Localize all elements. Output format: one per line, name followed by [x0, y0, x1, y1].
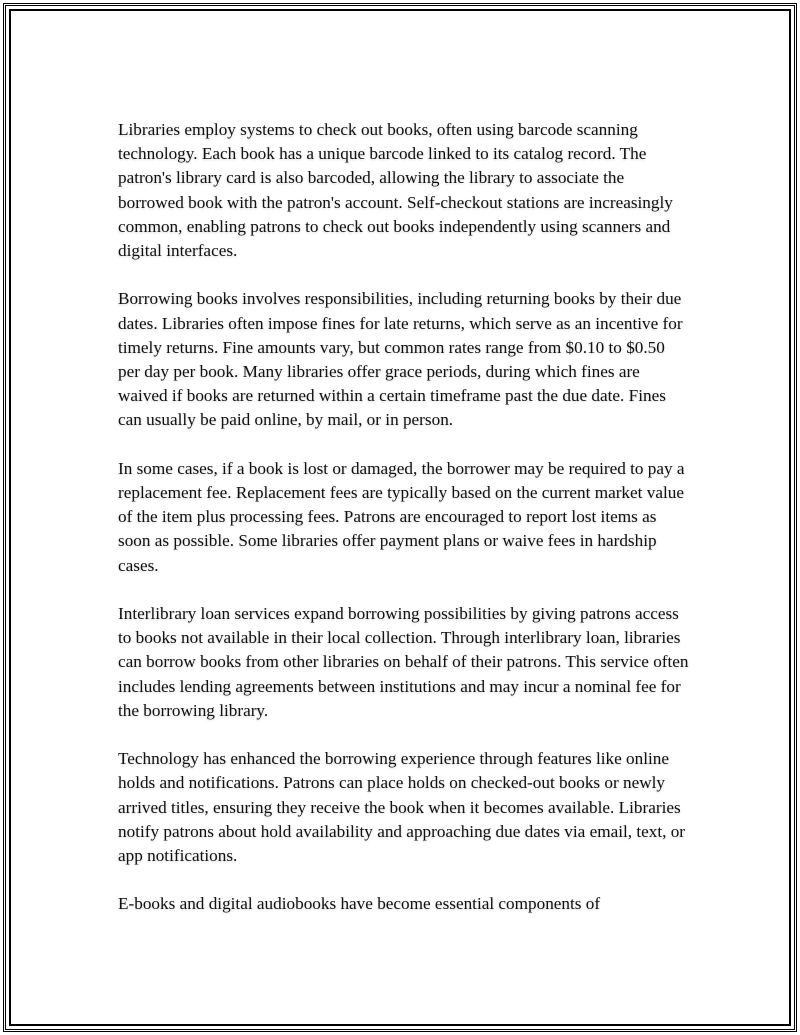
- paragraph-replacement-fees: In some cases, if a book is lost or damaged, the borrower may be required to pay a replacement fee. Replacement fees are typically based on the current market value of the item plus processing fees. Patrons are encouraged to report lost items as soon as possible. Some libraries offer payment plans or waive fees in hardship cases.: [118, 458, 685, 575]
- document-body: [118, 118, 690, 941]
- paragraph-checkout-systems: Libraries employ systems to check out books, often using barcode scanning technology. Each book has a unique barcode linked to its catalog record. The patron's library card is also barcoded, allowing the library to associate the borrowed book with the patron's account. Self-checkout stations are increasingly common, enabling patrons to check out books independently using scanners and digital interfaces.: [118, 120, 673, 261]
- paragraph-interlibrary-loan: Interlibrary loan services expand borrowing possibilities by giving patrons access to books not available in their local collection. Through interlibrary loan, libraries can borrow books from other libraries on behalf of their patrons. This service often includes lending agreements between institutions and may incur a nominal fee for the borrowing library.: [118, 604, 689, 720]
- paragraph-borrowing-responsibilities: Borrowing books involves responsibilities, including returning books by their due dates. Libraries often impose fines for late returns, which serve as an incentive for timely returns. Fine amounts vary, but common rates range from $0.10 to $0.50 per day per book. Many libraries offer grace periods, during which fines are waived if books are returned within a certain timeframe past the due date. Fines can usually be paid online, by mail, or in person.: [118, 289, 683, 430]
- paragraph-ebooks: E-books and digital audiobooks have become essential components of: [118, 894, 601, 914]
- paragraph-holds-notifications: Technology has enhanced the borrowing experience through features like online holds and notifications. Patrons can place holds on checked-out books or newly arrived titles, ensuring they receive the book when it becomes available. Libraries notify patrons about hold availability and approaching due dates via email, text, or app notifications.: [118, 749, 686, 866]
